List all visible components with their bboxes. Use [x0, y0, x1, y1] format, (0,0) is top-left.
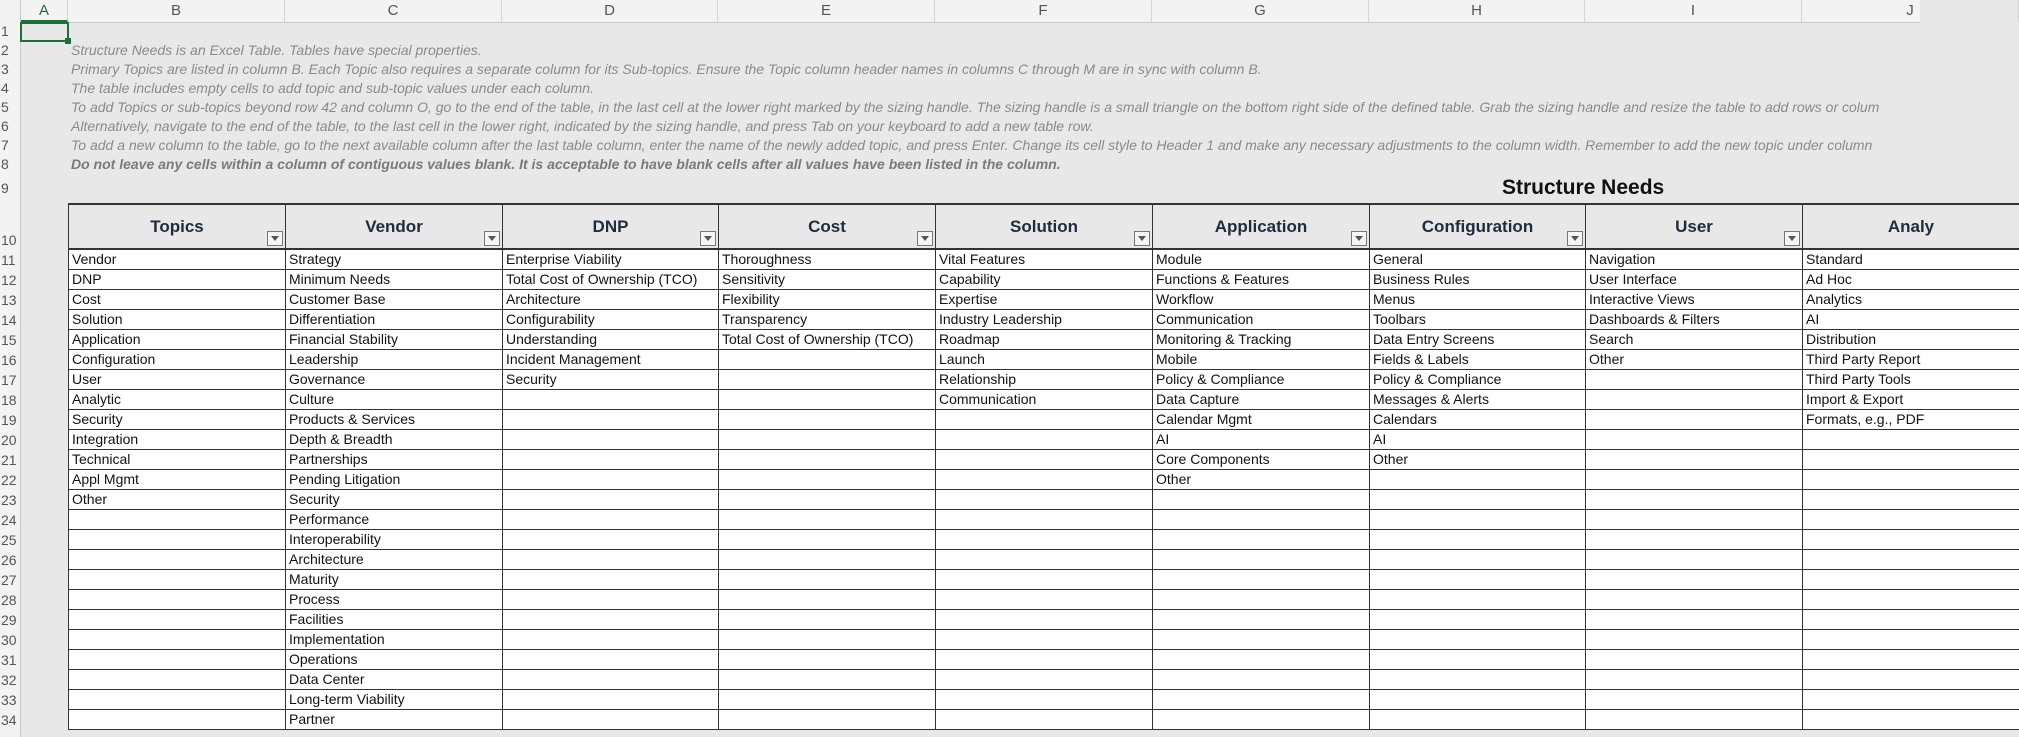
table-cell[interactable]: Communication — [935, 390, 1152, 410]
table-cell[interactable]: Partner — [285, 710, 502, 730]
table-cell[interactable]: Vital Features — [935, 250, 1152, 270]
table-cell[interactable]: Messages & Alerts — [1369, 390, 1585, 410]
table-cell[interactable]: User Interface — [1585, 270, 1802, 290]
table-cell[interactable] — [502, 390, 718, 410]
table-cell[interactable] — [1152, 630, 1369, 650]
selected-cell-a1[interactable] — [20, 22, 69, 42]
row-header-19[interactable]: 19 — [1, 412, 17, 428]
table-cell[interactable]: Import & Export — [1802, 390, 2019, 410]
table-cell[interactable] — [718, 350, 935, 370]
table-cell[interactable]: Policy & Compliance — [1369, 370, 1585, 390]
table-cell[interactable]: Vendor — [68, 250, 285, 270]
table-cell[interactable]: Products & Services — [285, 410, 502, 430]
row-header-3[interactable]: 3 — [1, 61, 9, 77]
table-cell[interactable]: Mobile — [1152, 350, 1369, 370]
table-cell[interactable] — [502, 510, 718, 530]
table-header-solution[interactable] — [935, 203, 1152, 250]
table-cell[interactable] — [1369, 630, 1585, 650]
table-cell[interactable]: Operations — [285, 650, 502, 670]
table-cell[interactable] — [1152, 670, 1369, 690]
table-cell[interactable] — [1369, 550, 1585, 570]
table-cell[interactable]: Data Entry Screens — [1369, 330, 1585, 350]
table-cell[interactable]: Standard — [1802, 250, 2019, 270]
table-cell[interactable] — [502, 410, 718, 430]
table-cell[interactable] — [68, 690, 285, 710]
table-cell[interactable] — [1585, 650, 1802, 670]
table-cell[interactable]: Cost — [68, 290, 285, 310]
table-cell[interactable] — [1585, 710, 1802, 730]
column-header-bar — [0, 0, 1920, 23]
table-cell[interactable] — [1152, 590, 1369, 610]
table-cell[interactable] — [1585, 510, 1802, 530]
table-cell[interactable] — [502, 490, 718, 510]
table-cell[interactable] — [68, 710, 285, 730]
select-all-corner[interactable] — [0, 0, 21, 22]
table-cell[interactable]: Integration — [68, 430, 285, 450]
row-header-21[interactable]: 21 — [1, 452, 17, 468]
table-cell[interactable]: Navigation — [1585, 250, 1802, 270]
table-header-application[interactable] — [1152, 203, 1369, 250]
table-cell[interactable]: Long-term Viability — [285, 690, 502, 710]
table-cell[interactable] — [502, 570, 718, 590]
table-cell[interactable] — [718, 650, 935, 670]
row-header-18[interactable]: 18 — [1, 392, 17, 408]
row-header-12[interactable]: 12 — [1, 272, 17, 288]
row-header-11[interactable]: 11 — [1, 252, 16, 268]
table-cell[interactable] — [68, 570, 285, 590]
table-cell[interactable]: Depth & Breadth — [285, 430, 502, 450]
table-cell[interactable] — [1802, 510, 2019, 530]
table-cell[interactable]: Other — [1369, 450, 1585, 470]
table-cell[interactable] — [1152, 610, 1369, 630]
column-header-j[interactable]: J — [1802, 0, 2019, 22]
table-cell[interactable]: Relationship — [935, 370, 1152, 390]
table-cell[interactable]: Launch — [935, 350, 1152, 370]
table-cell[interactable] — [718, 410, 935, 430]
table-cell[interactable]: Fields & Labels — [1369, 350, 1585, 370]
row-header-20[interactable]: 20 — [1, 432, 17, 448]
table-cell[interactable] — [1802, 550, 2019, 570]
table-cell[interactable]: Pending Litigation — [285, 470, 502, 490]
table-cell[interactable] — [935, 630, 1152, 650]
table-header-topics[interactable] — [68, 203, 285, 250]
filter-dropdown-icon[interactable] — [1134, 231, 1150, 246]
table-cell[interactable] — [718, 490, 935, 510]
table-cell[interactable]: Dashboards & Filters — [1585, 310, 1802, 330]
table-cell[interactable] — [1802, 690, 2019, 710]
table-cell[interactable] — [1585, 410, 1802, 430]
table-cell[interactable] — [1585, 630, 1802, 650]
table-cell[interactable] — [502, 610, 718, 630]
table-cell[interactable]: Configuration — [68, 350, 285, 370]
table-cell[interactable] — [935, 710, 1152, 730]
table-cell[interactable]: General — [1369, 250, 1585, 270]
table-cell[interactable]: Architecture — [285, 550, 502, 570]
table-cell[interactable] — [1585, 470, 1802, 490]
table-cell[interactable] — [935, 430, 1152, 450]
bold-instruction-note: Do not leave any cells within a column of contiguous values blank. It is acceptable to have blank cells after all values have been listed in the column. — [71, 156, 1061, 172]
table-cell[interactable] — [935, 470, 1152, 490]
table-cell[interactable] — [1585, 490, 1802, 510]
row-header-1[interactable]: 1 — [1, 23, 9, 39]
table-cell[interactable]: Calendars — [1369, 410, 1585, 430]
column-header-e[interactable]: E — [718, 0, 935, 22]
table-cell[interactable] — [935, 410, 1152, 430]
row-header-17[interactable]: 17 — [1, 372, 17, 388]
filter-dropdown-icon[interactable] — [1351, 231, 1367, 246]
table-title: Structure Needs — [1502, 176, 1665, 199]
row-header-24[interactable]: 24 — [1, 512, 17, 528]
table-cell[interactable] — [1585, 590, 1802, 610]
table-header-label: DNP — [592, 217, 629, 236]
table-cell[interactable] — [502, 690, 718, 710]
table-cell[interactable]: Financial Stability — [285, 330, 502, 350]
table-cell[interactable] — [68, 650, 285, 670]
table-cell[interactable] — [1369, 530, 1585, 550]
table-cell[interactable] — [1802, 670, 2019, 690]
row-header-9[interactable]: 9 — [1, 180, 9, 196]
table-cell[interactable] — [718, 370, 935, 390]
filter-dropdown-icon[interactable] — [267, 231, 283, 246]
table-cell[interactable] — [718, 430, 935, 450]
row-header-15[interactable]: 15 — [1, 332, 17, 348]
table-cell[interactable]: Incident Management — [502, 350, 718, 370]
table-header-label: Solution — [1010, 217, 1078, 236]
table-cell[interactable] — [1585, 370, 1802, 390]
instruction-note: Structure Needs is an Excel Table. Tables have special properties. — [71, 42, 482, 58]
row-header-16[interactable]: 16 — [1, 352, 17, 368]
table-cell[interactable] — [1369, 590, 1585, 610]
column-header-c[interactable]: C — [285, 0, 502, 22]
table-cell[interactable]: Security — [68, 410, 285, 430]
row-header-32[interactable]: 32 — [1, 672, 17, 688]
table-cell[interactable]: Business Rules — [1369, 270, 1585, 290]
table-cell[interactable]: Culture — [285, 390, 502, 410]
table-cell[interactable]: Architecture — [502, 290, 718, 310]
table-cell[interactable] — [502, 710, 718, 730]
row-header-22[interactable]: 22 — [1, 472, 17, 488]
table-cell[interactable]: Flexibility — [718, 290, 935, 310]
table-cell[interactable]: Security — [285, 490, 502, 510]
table-cell[interactable] — [1152, 530, 1369, 550]
table-cell[interactable] — [1369, 470, 1585, 490]
table-cell[interactable]: Enterprise Viability — [502, 250, 718, 270]
table-cell[interactable] — [935, 670, 1152, 690]
table-header-label: Analy — [1887, 217, 1935, 236]
table-cell[interactable] — [502, 530, 718, 550]
table-cell[interactable]: Minimum Needs — [285, 270, 502, 290]
table-header-label: Configuration — [1421, 217, 1534, 236]
instruction-note: Alternatively, navigate to the end of the table, to the last cell in the lower right, indicated by the sizing handle, and press Tab on your keyboard to add a new table row. — [71, 118, 1094, 134]
row-header-33[interactable]: 33 — [1, 692, 17, 708]
filter-dropdown-icon[interactable] — [917, 231, 933, 246]
table-cell[interactable]: Third Party Tools — [1802, 370, 2019, 390]
table-cell[interactable]: Transparency — [718, 310, 935, 330]
table-cell[interactable]: Solution — [68, 310, 285, 330]
table-cell[interactable] — [935, 690, 1152, 710]
table-cell[interactable] — [1802, 490, 2019, 510]
table-cell[interactable]: Roadmap — [935, 330, 1152, 350]
table-cell[interactable] — [935, 450, 1152, 470]
instruction-note: To add Topics or sub-topics beyond row 42 and column O, go to the end of the table, in the last cell at the lower right marked by the sizing handle. The sizing handle is a small triangle on the bottom right side of the defined table. Grab the sizing handle and resize the table to add rows or colum — [71, 99, 1880, 115]
row-header-25[interactable]: 25 — [1, 532, 17, 548]
table-header-dnp[interactable] — [502, 203, 718, 250]
table-cell[interactable] — [1802, 430, 2019, 450]
table-cell[interactable] — [718, 590, 935, 610]
row-header-27[interactable]: 27 — [1, 572, 17, 588]
table-cell[interactable]: Capability — [935, 270, 1152, 290]
table-cell[interactable]: Calendar Mgmt — [1152, 410, 1369, 430]
table-cell[interactable] — [1369, 610, 1585, 630]
table-header-label: Cost — [808, 217, 846, 236]
table-header-label: Vendor — [365, 217, 423, 236]
instruction-note: Primary Topics are listed in column B. Each Topic also requires a separate column for its Sub-topics. Ensure the Topic column header names in columns C through M are in sync with column B. — [71, 61, 1262, 77]
row-header-7[interactable]: 7 — [1, 137, 9, 153]
table-cell[interactable] — [1369, 690, 1585, 710]
table-cell[interactable]: Analytic — [68, 390, 285, 410]
table-cell[interactable] — [502, 670, 718, 690]
column-header-b[interactable]: B — [68, 0, 285, 22]
table-cell[interactable]: Total Cost of Ownership (TCO) — [502, 270, 718, 290]
table-header-cost[interactable] — [718, 203, 935, 250]
table-cell[interactable]: Interactive Views — [1585, 290, 1802, 310]
table-cell[interactable] — [502, 650, 718, 670]
table-cell[interactable] — [1802, 610, 2019, 630]
table-cell[interactable] — [935, 610, 1152, 630]
table-cell[interactable] — [718, 570, 935, 590]
table-cell[interactable] — [718, 390, 935, 410]
table-cell[interactable] — [1369, 710, 1585, 730]
table-cell[interactable]: Analytics — [1802, 290, 2019, 310]
table-cell[interactable]: Core Components — [1152, 450, 1369, 470]
table-header-label: Application — [1214, 217, 1308, 236]
table-cell[interactable] — [502, 590, 718, 610]
table-cell[interactable] — [1369, 670, 1585, 690]
table-cell[interactable]: Partnerships — [285, 450, 502, 470]
table-cell[interactable] — [68, 610, 285, 630]
column-header-h[interactable]: H — [1369, 0, 1585, 22]
table-cell[interactable]: Thoroughness — [718, 250, 935, 270]
table-cell[interactable] — [718, 530, 935, 550]
table-cell[interactable]: Industry Leadership — [935, 310, 1152, 330]
table-cell[interactable]: Formats, e.g., PDF — [1802, 410, 2019, 430]
table-cell[interactable]: Communication — [1152, 310, 1369, 330]
table-cell[interactable] — [1585, 690, 1802, 710]
table-header-vendor[interactable] — [285, 203, 502, 250]
table-cell[interactable] — [935, 490, 1152, 510]
table-cell[interactable]: Total Cost of Ownership (TCO) — [718, 330, 935, 350]
table-cell[interactable] — [1802, 590, 2019, 610]
table-cell[interactable]: Facilities — [285, 610, 502, 630]
table-cell[interactable] — [1802, 530, 2019, 550]
row-header-2[interactable]: 2 — [1, 42, 9, 58]
table-cell[interactable] — [935, 550, 1152, 570]
table-cell[interactable] — [1369, 650, 1585, 670]
table-cell[interactable]: Policy & Compliance — [1152, 370, 1369, 390]
table-cell[interactable]: Implementation — [285, 630, 502, 650]
row-header-6[interactable]: 6 — [1, 118, 9, 134]
table-cell[interactable]: AI — [1152, 430, 1369, 450]
row-header-29[interactable]: 29 — [1, 612, 17, 628]
table-cell[interactable] — [502, 450, 718, 470]
table-cell[interactable] — [718, 630, 935, 650]
filter-dropdown-icon[interactable] — [700, 231, 716, 246]
row-header-4[interactable]: 4 — [1, 80, 9, 96]
table-cell[interactable]: Security — [502, 370, 718, 390]
table-cell[interactable] — [1585, 430, 1802, 450]
table-header-user[interactable] — [1585, 203, 1802, 250]
table-cell[interactable] — [1152, 550, 1369, 570]
row-header-13[interactable]: 13 — [1, 292, 17, 308]
table-cell[interactable]: Data Center — [285, 670, 502, 690]
table-header-analy[interactable] — [1802, 203, 2019, 250]
table-cell[interactable]: Maturity — [285, 570, 502, 590]
filter-dropdown-icon[interactable] — [1567, 231, 1583, 246]
table-cell[interactable] — [1802, 650, 2019, 670]
table-cell[interactable] — [68, 630, 285, 650]
table-cell[interactable] — [718, 610, 935, 630]
table-cell[interactable] — [1585, 570, 1802, 590]
table-cell[interactable] — [718, 510, 935, 530]
table-cell[interactable]: AI — [1369, 430, 1585, 450]
column-header-g[interactable]: G — [1152, 0, 1369, 22]
table-cell[interactable] — [68, 550, 285, 570]
table-cell[interactable] — [502, 630, 718, 650]
table-cell[interactable]: Distribution — [1802, 330, 2019, 350]
table-cell[interactable]: Technical — [68, 450, 285, 470]
table-header-configuration[interactable] — [1369, 203, 1585, 250]
row-header-26[interactable]: 26 — [1, 552, 17, 568]
table-cell[interactable]: Performance — [285, 510, 502, 530]
filter-dropdown-icon[interactable] — [1784, 231, 1800, 246]
table-cell[interactable]: Workflow — [1152, 290, 1369, 310]
row-header-8[interactable]: 8 — [1, 156, 9, 172]
table-cell[interactable]: AI — [1802, 310, 2019, 330]
table-cell[interactable] — [1802, 630, 2019, 650]
table-cell[interactable]: Other — [68, 490, 285, 510]
table-cell[interactable]: Menus — [1369, 290, 1585, 310]
table-cell[interactable]: Sensitivity — [718, 270, 935, 290]
table-cell[interactable]: Data Capture — [1152, 390, 1369, 410]
table-cell[interactable]: Search — [1585, 330, 1802, 350]
table-cell[interactable] — [1585, 450, 1802, 470]
column-header-a[interactable]: A — [21, 0, 68, 22]
column-header-f[interactable]: F — [935, 0, 1152, 22]
row-header-14[interactable]: 14 — [1, 312, 17, 328]
table-cell[interactable] — [1585, 390, 1802, 410]
table-cell[interactable] — [718, 710, 935, 730]
row-header-30[interactable]: 30 — [1, 632, 17, 648]
table-cell[interactable]: Third Party Report — [1802, 350, 2019, 370]
table-cell[interactable]: Application — [68, 330, 285, 350]
table-cell[interactable] — [718, 670, 935, 690]
table-cell[interactable] — [935, 590, 1152, 610]
table-cell[interactable]: Process — [285, 590, 502, 610]
table-cell[interactable]: Customer Base — [285, 290, 502, 310]
table-cell[interactable]: Leadership — [285, 350, 502, 370]
table-cell[interactable] — [1369, 510, 1585, 530]
table-cell[interactable]: Differentiation — [285, 310, 502, 330]
row-header-10[interactable]: 10 — [1, 232, 17, 248]
table-header-label: Topics — [150, 217, 204, 236]
table-cell[interactable]: Toolbars — [1369, 310, 1585, 330]
table-cell[interactable]: Module — [1152, 250, 1369, 270]
table-cell[interactable] — [1152, 570, 1369, 590]
table-cell[interactable] — [68, 510, 285, 530]
row-header-bar — [0, 22, 21, 737]
table-cell[interactable] — [502, 550, 718, 570]
table-cell[interactable] — [1802, 450, 2019, 470]
table-cell[interactable] — [1152, 690, 1369, 710]
row-header-34[interactable]: 34 — [1, 712, 17, 728]
table-cell[interactable]: Governance — [285, 370, 502, 390]
table-cell[interactable] — [1802, 710, 2019, 730]
table-cell[interactable] — [1152, 490, 1369, 510]
instruction-note: The table includes empty cells to add topic and sub-topic values under each column. — [71, 80, 594, 96]
table-cell[interactable] — [718, 450, 935, 470]
table-cell[interactable] — [1369, 570, 1585, 590]
column-header-d[interactable]: D — [502, 0, 718, 22]
table-cell[interactable]: Configurability — [502, 310, 718, 330]
row-header-31[interactable]: 31 — [1, 652, 17, 668]
table-cell[interactable]: Appl Mgmt — [68, 470, 285, 490]
table-cell[interactable] — [935, 650, 1152, 670]
instruction-note: To add a new column to the table, go to the next available column after the last table column, enter the name of the newly added topic, and press Enter. Change its cell style to Header 1 and make any necessary adjustments to the column width. Remember to add the new topic under column — [71, 137, 1873, 153]
column-header-i[interactable]: I — [1585, 0, 1802, 22]
table-cell[interactable]: Expertise — [935, 290, 1152, 310]
table-cell[interactable] — [935, 570, 1152, 590]
table-cell[interactable] — [1802, 470, 2019, 490]
table-header-label: User — [1675, 217, 1713, 236]
table-cell[interactable] — [1369, 490, 1585, 510]
table-cell[interactable] — [68, 530, 285, 550]
table-cell[interactable] — [1585, 610, 1802, 630]
filter-dropdown-icon[interactable] — [484, 231, 500, 246]
table-cell[interactable] — [1585, 550, 1802, 570]
table-cell[interactable] — [718, 690, 935, 710]
table-cell[interactable]: Interoperability — [285, 530, 502, 550]
table-cell[interactable] — [1152, 510, 1369, 530]
table-cell[interactable] — [718, 470, 935, 490]
table-cell[interactable] — [1802, 570, 2019, 590]
row-header-23[interactable]: 23 — [1, 492, 17, 508]
table-cell[interactable] — [1152, 650, 1369, 670]
table-cell[interactable] — [718, 550, 935, 570]
table-cell[interactable] — [1585, 530, 1802, 550]
table-cell[interactable]: Understanding — [502, 330, 718, 350]
table-cell[interactable] — [935, 530, 1152, 550]
table-cell[interactable]: Other — [1585, 350, 1802, 370]
table-cell[interactable] — [1152, 710, 1369, 730]
table-cell[interactable]: Monitoring & Tracking — [1152, 330, 1369, 350]
table-cell[interactable]: Ad Hoc — [1802, 270, 2019, 290]
table-cell[interactable] — [935, 510, 1152, 530]
table-cell[interactable]: Other — [1152, 470, 1369, 490]
table-cell[interactable]: Strategy — [285, 250, 502, 270]
table-cell[interactable]: User — [68, 370, 285, 390]
table-cell[interactable]: DNP — [68, 270, 285, 290]
table-cell[interactable] — [1585, 670, 1802, 690]
row-header-28[interactable]: 28 — [1, 592, 17, 608]
table-cell[interactable] — [502, 430, 718, 450]
row-header-5[interactable]: 5 — [1, 99, 9, 115]
table-cell[interactable] — [68, 590, 285, 610]
table-cell[interactable] — [68, 670, 285, 690]
table-cell[interactable]: Functions & Features — [1152, 270, 1369, 290]
table-cell[interactable] — [502, 470, 718, 490]
